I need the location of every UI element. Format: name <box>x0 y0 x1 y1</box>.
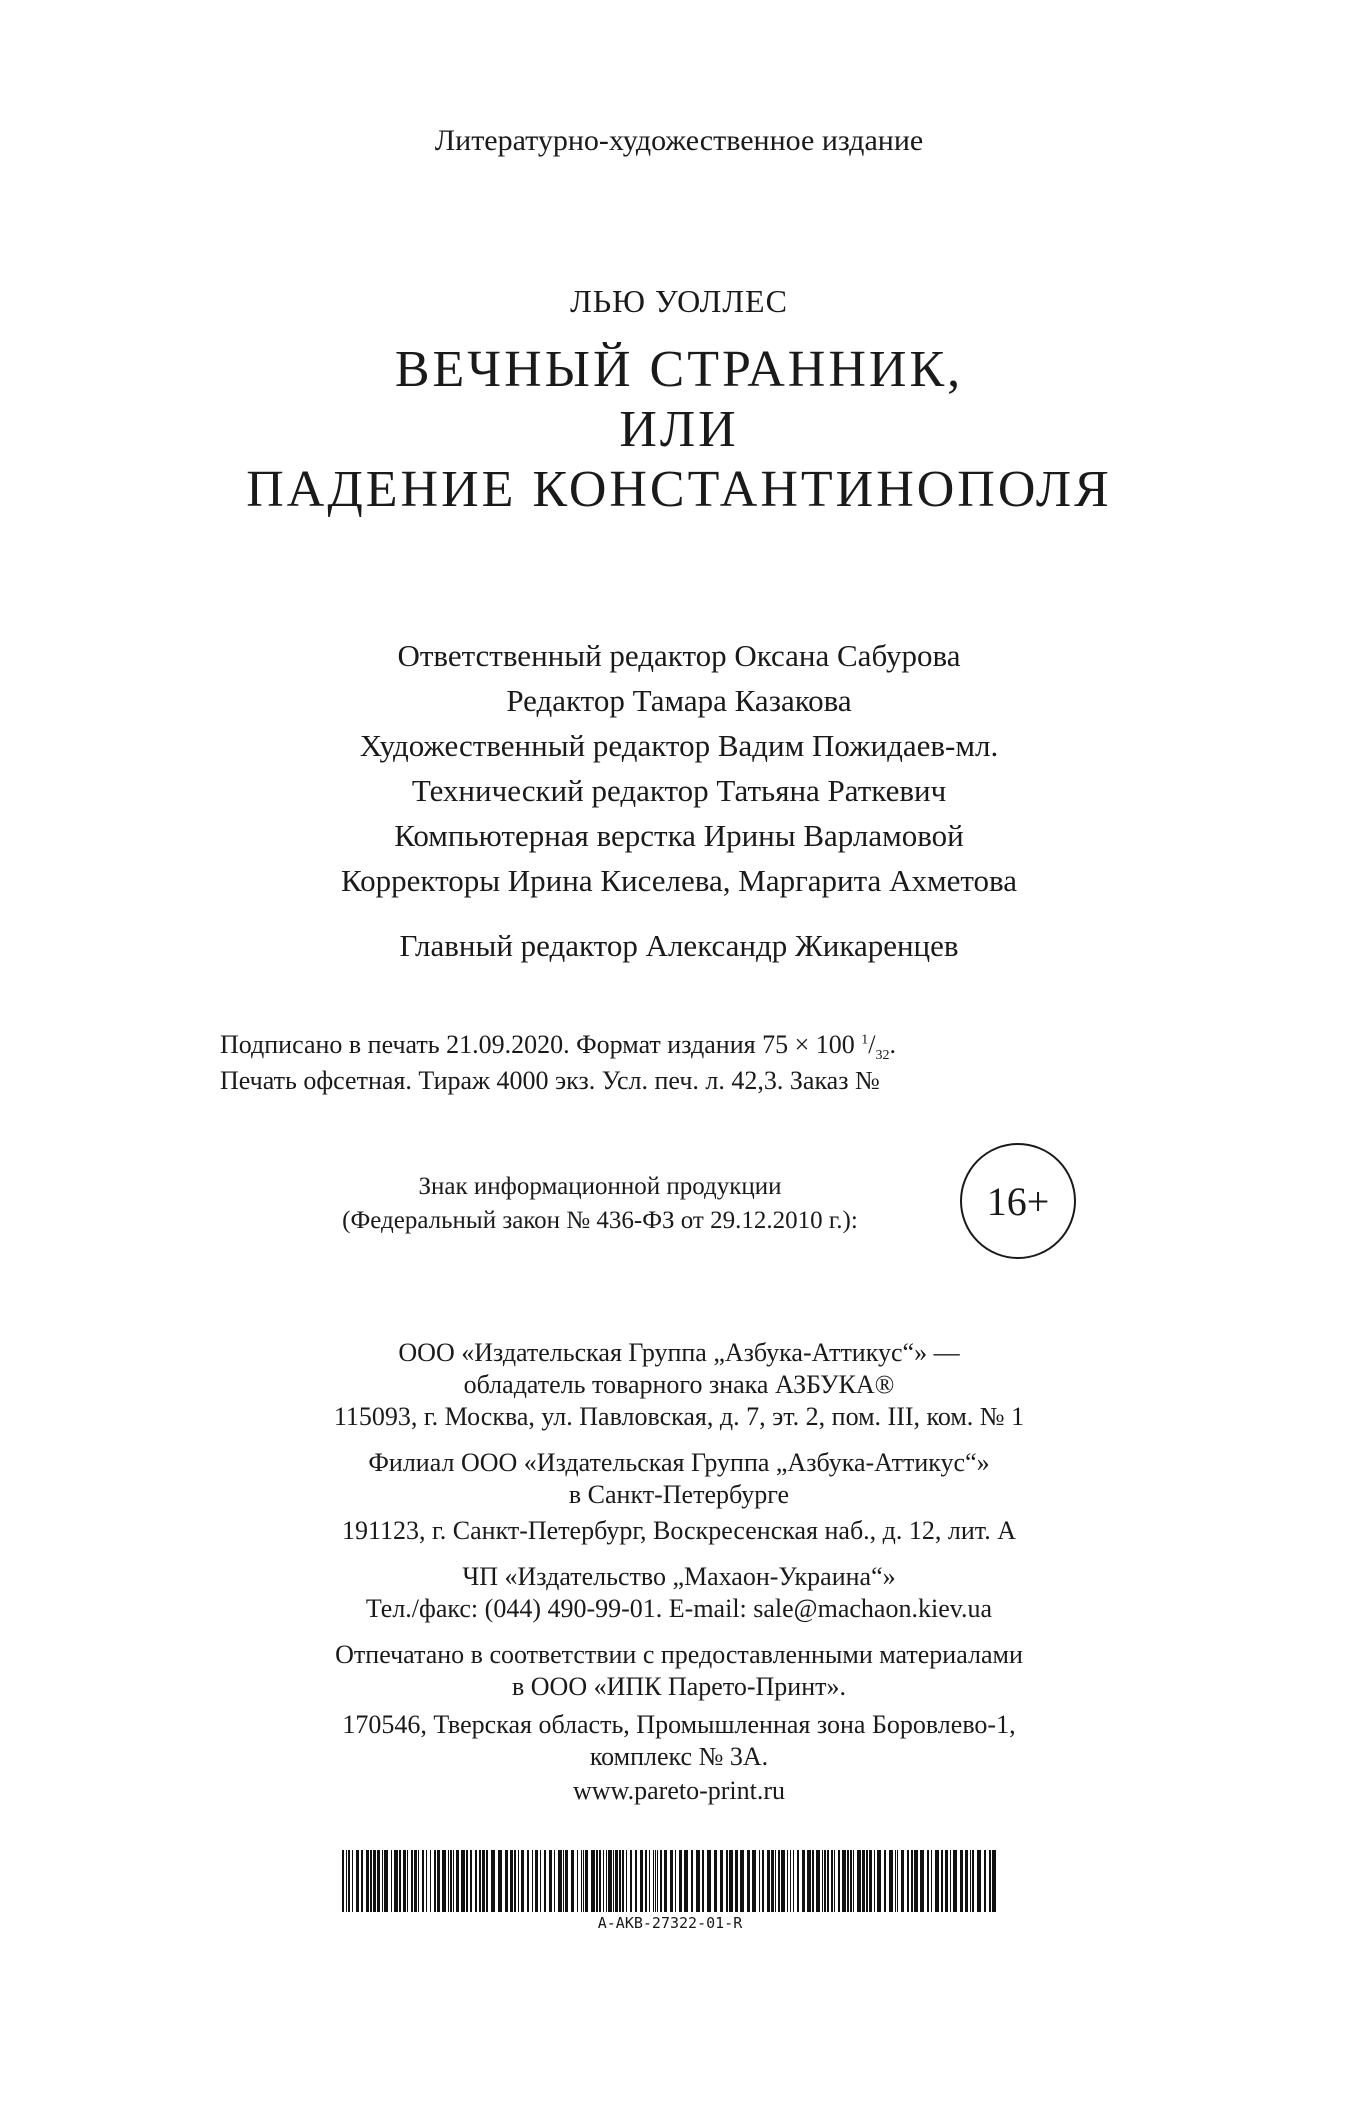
chief-editor-line: Главный редактор Александр Жикаренцев <box>399 928 959 963</box>
age-rating-label: 16+ <box>986 1178 1050 1224</box>
publisher-line: 115093, г. Москва, ул. Павловская, д. 7, эт. 2, пом. III, ком. № 1 <box>333 1402 1025 1431</box>
publisher-line: комплекс № 3А. <box>589 1742 769 1771</box>
publisher-line: Отпечатано в соответствии с предоставленными материалами <box>335 1640 1023 1669</box>
imprint-line-1: Подписано в печать 21.09.2020. Формат издания 75 × 100 $^1/_{32}$. <box>220 1030 896 1064</box>
format-fraction-numerator: 1 <box>861 1032 869 1048</box>
title-line-1: ВЕЧНЫЙ СТРАННИК, <box>394 341 964 398</box>
barcode-image <box>340 1850 1000 1912</box>
author-name: ЛЬЮ УОЛЛЕС <box>570 283 788 319</box>
age-info-text <box>280 1170 920 1238</box>
publisher-line: Филиал ООО «Издательская Группа „Азбука-Аттикус“» <box>368 1448 990 1477</box>
staff-line: Редактор Тамара Казакова <box>506 683 852 718</box>
staff-line: Компьютерная верстка Ирины Варламовой <box>394 818 964 853</box>
publisher-line: обладатель товарного знака АЗБУКА® <box>463 1370 895 1399</box>
publisher-line: 170546, Тверская область, Промышленная зона Боровлево-1, <box>342 1710 1016 1739</box>
age-info-line-1: Знак информационной продукции <box>418 1173 782 1200</box>
barcode-label: A-AKB-27322-01-R <box>597 1914 743 1932</box>
publisher-line: в Санкт-Петербурге <box>568 1480 790 1509</box>
staff-line: Корректоры Ирина Киселева, Маргарита Ахметова <box>341 863 1017 898</box>
age-rating-badge <box>960 1143 1076 1259</box>
publisher-website: www.pareto-print.ru <box>572 1776 786 1805</box>
title-line-2: ИЛИ <box>619 401 739 458</box>
imprint-format: Подписано в печать 21.09.2020. Формат издания 75 × 100 <box>220 1030 862 1059</box>
age-info-line-2: (Федеральный закон № 436-ФЗ от 29.12.2010 г.): <box>342 1207 858 1234</box>
publisher-line: ЧП «Издательство „Махаон-Украина“» <box>462 1562 896 1591</box>
imprint-line-2: Печать офсетная. Тираж 4000 экз. Усл. печ. л. 42,3. Заказ № <box>220 1066 880 1095</box>
publisher-line: 191123, г. Санкт-Петербург, Воскресенская наб., д. 12, лит. А <box>342 1516 1016 1545</box>
staff-line: Ответственный редактор Оксана Сабурова <box>397 638 961 673</box>
title-line-3: ПАДЕНИЕ КОНСТАНТИНОПОЛЯ <box>246 461 1112 518</box>
publisher-line: в ООО «ИПК Парето-Принт». <box>511 1672 846 1701</box>
staff-line: Технический редактор Татьяна Раткевич <box>411 773 947 808</box>
publisher-line: ООО «Издательская Группа „Азбука-Аттикус“» — <box>398 1338 960 1367</box>
staff-line: Художественный редактор Вадим Пожидаев-мл. <box>359 728 999 763</box>
publisher-line: Тел./факс: (044) 490-99-01. E-mail: sale@machaon.kiev.ua <box>365 1594 993 1623</box>
format-fraction-denominator: 32 <box>875 1048 890 1064</box>
genre-label: Литературно-художественное издание <box>434 124 924 157</box>
